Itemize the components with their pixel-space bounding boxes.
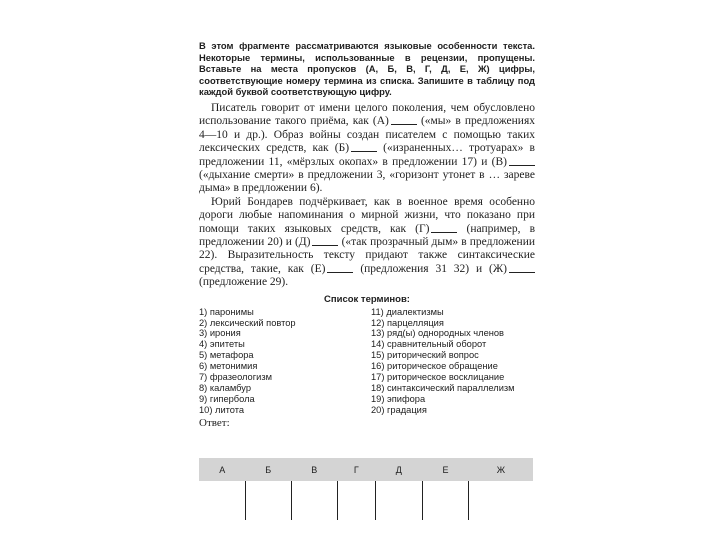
blank-b[interactable] xyxy=(351,151,377,152)
blank-e[interactable] xyxy=(327,272,353,273)
passage-text: («мы» в предложениях 4—10 и др.). Образ войны создан писателем с помощью таких лексических средств, как (Б) xyxy=(199,115,535,155)
term-item: 9) гипербола xyxy=(199,393,255,404)
passage-text: Писатель говорит от имени целого поколения, чем обусловлено использование такого приёма, как (А) xyxy=(199,101,535,128)
term-item: 7) фразеологизм xyxy=(199,372,272,383)
answer-letter: Г xyxy=(338,458,376,481)
answer-letter: Д xyxy=(375,458,422,481)
term-item: 10) литота xyxy=(199,404,245,415)
term-item: 16) риторическое обращение xyxy=(371,361,498,372)
passage-text: («так прозрачный дым» в предложении 22). Выразительность тексту придают также синтаксические средства, такие, как (Е) xyxy=(199,236,536,275)
passage-text: (например, в предложении 20) и (Д) xyxy=(199,222,535,249)
term-item: 5) метафора xyxy=(199,350,254,361)
answer-header-row xyxy=(199,458,533,481)
answer-cell-b[interactable] xyxy=(245,481,291,520)
term-item: 13) ряд(ы) однородных членов xyxy=(371,328,504,339)
answer-table xyxy=(199,458,533,520)
blank-v[interactable] xyxy=(509,165,535,166)
answer-cell-a[interactable] xyxy=(199,481,245,520)
term-item: 20) градация xyxy=(371,404,427,415)
answer-letter: Е xyxy=(422,458,468,481)
term-item: 11) диалектизмы xyxy=(371,306,444,317)
terms-column-right xyxy=(371,307,536,416)
term-item: 12) парцелляция xyxy=(371,317,444,328)
worksheet-page xyxy=(199,40,535,520)
terms-list xyxy=(199,307,535,417)
answer-cell-zh[interactable] xyxy=(469,481,533,520)
answer-letter: А xyxy=(199,458,245,481)
blank-d[interactable] xyxy=(312,245,338,246)
passage-text: («дыхание смерти» в предложении 3, «горизонт утонет в … зареве дыма» в предложении 6). xyxy=(199,169,535,195)
term-item: 19) эпифора xyxy=(371,393,426,404)
term-item: 15) риторический вопрос xyxy=(371,350,479,361)
term-item: 1) паронимы xyxy=(199,306,254,317)
passage-paragraph-2 xyxy=(199,196,535,290)
passage-paragraph-1 xyxy=(199,102,535,196)
answer-cell-v[interactable] xyxy=(291,481,337,520)
terms-list-title: Список терминов: xyxy=(324,293,410,305)
blank-zh[interactable] xyxy=(509,272,535,273)
answer-cell-d[interactable] xyxy=(375,481,422,520)
answer-cell-g[interactable] xyxy=(338,481,376,520)
passage-text: (предложение 29). xyxy=(199,276,289,289)
answer-label: Ответ: xyxy=(199,416,230,429)
term-item: 14) сравнительный оборот xyxy=(371,339,487,350)
blank-g[interactable] xyxy=(431,232,457,233)
passage-text: Юрий Бондарев подчёркивает, как в военное время особенно дороги любые напоминания о мирной жизни, что показано при помощи таких языковых средств, как (Г) xyxy=(199,195,535,235)
term-item: 8) каламбур xyxy=(199,383,252,393)
terms-column-left xyxy=(199,307,364,416)
term-item: 17) риторическое восклицание xyxy=(371,372,505,383)
term-item: 18) синтаксический параллелизм xyxy=(371,383,515,393)
answer-input-row xyxy=(199,481,533,520)
term-item: 4) эпитеты xyxy=(199,339,245,350)
review-passage xyxy=(199,102,535,290)
answer-letter: Б xyxy=(245,458,291,481)
term-item: 2) лексический повтор xyxy=(199,317,296,328)
answer-cell-e[interactable] xyxy=(422,481,468,520)
term-item: 6) метонимия xyxy=(199,361,258,372)
answer-letter: Ж xyxy=(469,458,533,481)
blank-a[interactable] xyxy=(391,124,417,125)
answer-letter: В xyxy=(291,458,337,481)
term-item: 3) ирония xyxy=(199,328,241,339)
task-instruction: В этом фрагменте рассматриваются языковые особенности текста. Некоторые термины, использованные в рецензии, пропущены. Вставьте на места пропусков (А, Б, В, Г, Д, Е, Ж) цифры, соответствующие номеру термина из списка. Запишите в таблицу под каждой буквой соответствующую цифру. xyxy=(199,40,535,98)
passage-text: («израненных… тротуарах» в предложении 11, «мёрзлых окопах» в предложении 17) и (В) xyxy=(199,142,535,168)
passage-text: (предложения 31 32) и (Ж) xyxy=(360,262,508,275)
